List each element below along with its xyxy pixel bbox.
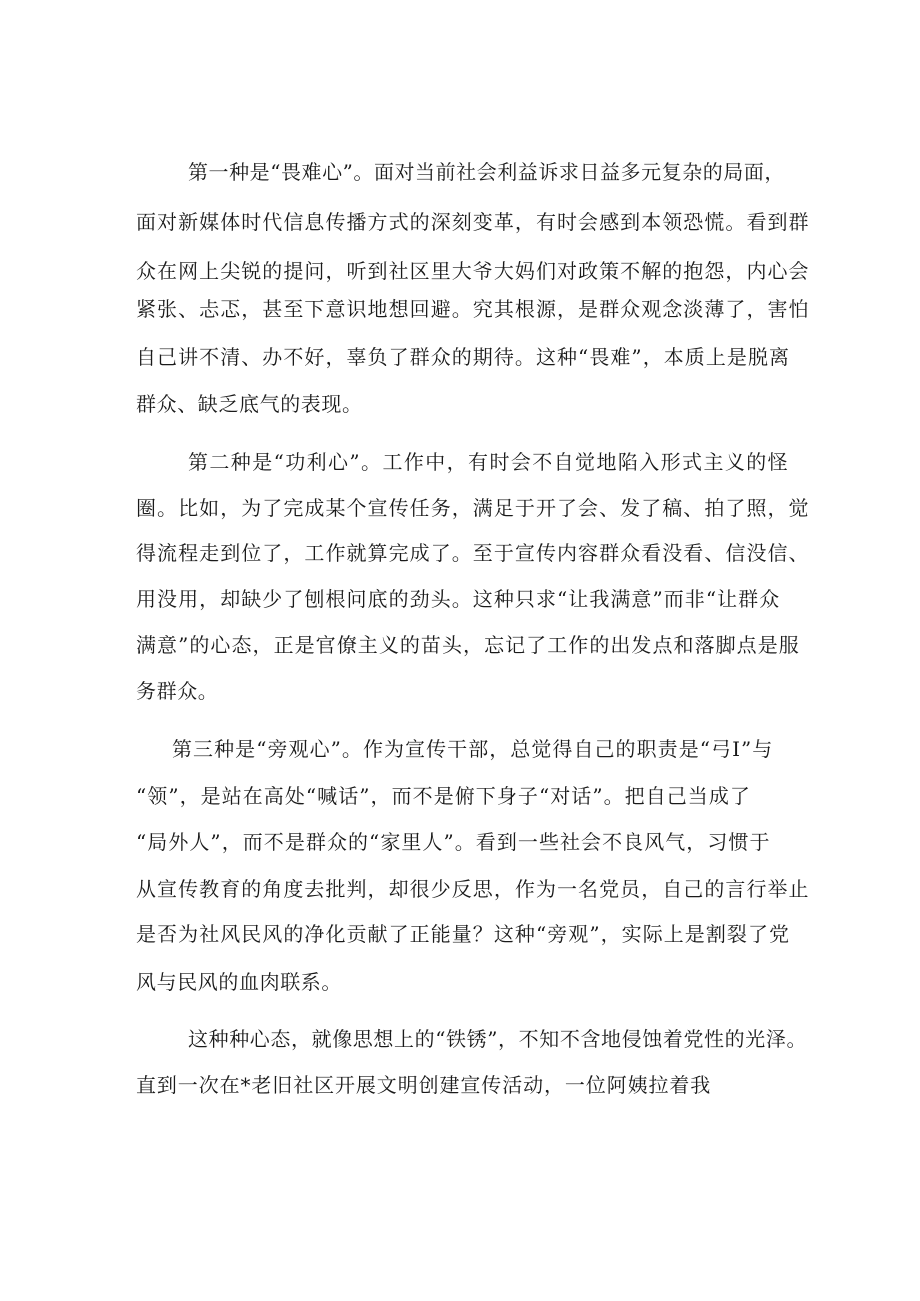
paragraph-1-line-5: 自己讲不清、办不好，辜负了群众的期待。这种“畏难”，本质上是脱离 (136, 345, 791, 369)
paragraph-1-line-3: 众在网上尖锐的提问，听到社区里大爷大妈们对政策不解的抱怨，内心会 (136, 259, 810, 283)
paragraph-2-line-3: 得流程走到位了，工作就算完成了。至于宣传内容群众看没看、信没信、 (136, 541, 810, 565)
paragraph-2-line-5: 满意”的心态，正是官僚主义的苗头，忘记了工作的出发点和落脚点是服 (136, 633, 800, 657)
paragraph-3-line-3: “局外人”，而不是群众的“家里人”。看到一些社会不良风气，习惯于 (136, 830, 771, 854)
paragraph-3-line-2: “领”，是站在高处“喊话”，而不是俯下身子“对话”。把自己当成了 (136, 784, 751, 808)
paragraph-1-line-4: 紧张、忐忑，甚至下意识地想回避。究其根源，是群众观念淡薄了，害怕 (136, 297, 810, 321)
paragraph-3-line-6: 风与民风的血肉联系。 (136, 970, 342, 994)
paragraph-1-line-1: 第一种是“畏难心”。面对当前社会利益诉求日益多元复杂的局面， (188, 160, 785, 184)
paragraph-4-line-2: 直到一次在*老旧社区开展文明创建宣传活动，一位阿姨拉着我 (136, 1073, 712, 1097)
paragraph-3-line-4: 从宣传教育的角度去批判，却很少反思，作为一名党员，自己的言行举止 (136, 877, 810, 901)
paragraph-2-line-6: 务群众。 (136, 679, 219, 703)
paragraph-3-line-1: 第三种是“旁观心”。作为宣传干部，总觉得自己的职责是“弓I”与 (172, 737, 774, 761)
paragraph-1-line-6: 群众、缺乏底气的表现。 (136, 392, 363, 416)
paragraph-2-line-4: 用没用，却缺少了刨根问底的劲头。这种只求“让我满意”而非“让群众 (136, 587, 781, 611)
paragraph-4-line-1: 这种种心态，就像思想上的“铁锈”，不知不含地侵蚀着党性的光泽。 (188, 1027, 808, 1051)
paragraph-1-line-2: 面对新媒体时代信息传播方式的深刻变革，有时会感到本领恐慌。看到群 (136, 210, 810, 234)
paragraph-3-line-5: 是否为社风民风的净化贡献了正能量？这种“旁观”，实际上是割裂了党 (136, 922, 791, 946)
paragraph-2-line-2: 圈。比如，为了完成某个宣传任务，满足于开了会、发了稿、拍了照，觉 (136, 496, 810, 520)
paragraph-2-line-1: 第二种是“功利心”。工作中，有时会不自觉地陷入形式主义的怪 (188, 450, 790, 474)
